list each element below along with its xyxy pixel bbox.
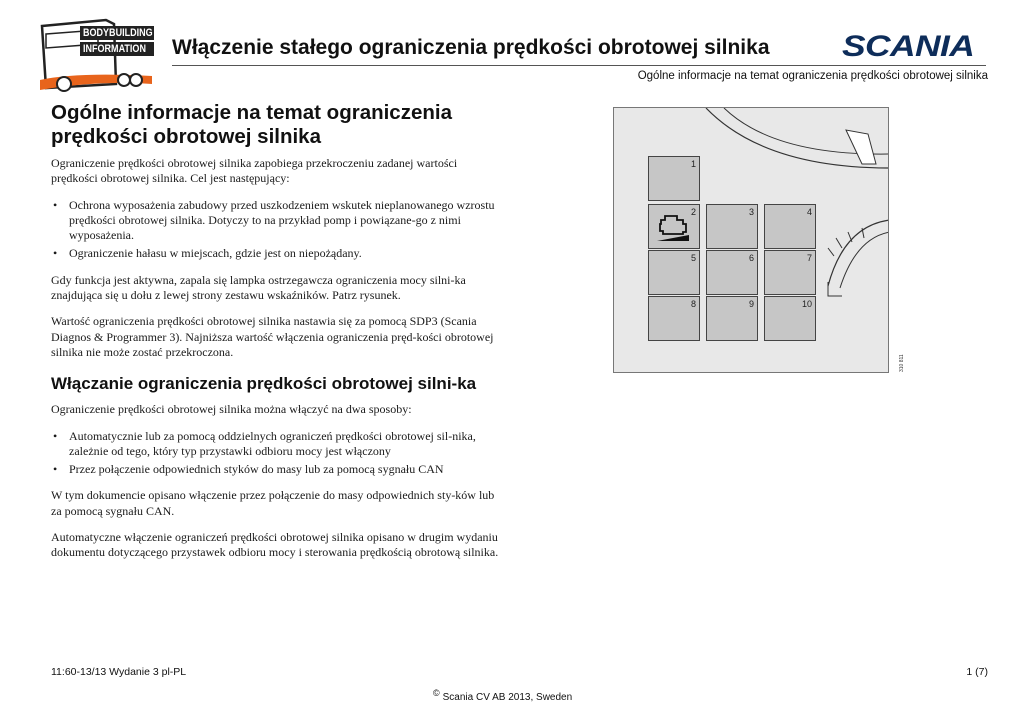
lamp-number: 7 xyxy=(806,253,812,263)
logo-text-line1: BODYBUILDING xyxy=(83,27,153,39)
footer-page-number: 1 (7) xyxy=(966,666,988,678)
copyright-symbol: © xyxy=(433,688,440,698)
instrument-cluster-figure xyxy=(613,107,889,373)
copyright-text: Scania CV AB 2013, Sweden xyxy=(442,692,573,703)
list-item: • Ochrona wyposażenia zabudowy przed uszkodzeniem wskutek nieplanowanego wzrostu prędkości obrotowej silnika. Dotyczy to na przykład pomp i powiązane-go z nimi wyposażenia. xyxy=(51,198,504,244)
warning-lamp-2 xyxy=(648,204,700,249)
list-item: • Ograniczenie hałasu w miejscach, gdzie jest on niepożądany. xyxy=(51,246,504,261)
section2-bullet-list xyxy=(51,429,504,478)
warning-lamp-6 xyxy=(706,250,758,295)
section1-paragraph-2: Gdy funkcja jest aktywna, zapala się lampka ostrzegawcza ograniczenia mocy silni-ka znajdująca się u dołu z lewej strony zestawu wskaźników. Patrz rysunek. xyxy=(51,272,466,303)
list-item: • Przez połączenie odpowiednich styków do masy lub za pomocą sygnału CAN xyxy=(51,462,504,477)
section2-heading: Włączanie ograniczenia prędkości obrotowej silni-ka xyxy=(51,374,477,394)
warning-lamp-1 xyxy=(648,156,700,201)
warning-lamp-10 xyxy=(764,296,816,341)
list-item: • Automatycznie lub za pomocą oddzielnych ograniczeń prędkości obrotowej sil-nika, zależnie od tego, który typ przystawki odbioru mocy jest włączony xyxy=(51,429,504,460)
document-title: Włączenie stałego ograniczenia prędkości obrotowej silnika xyxy=(172,36,770,59)
main-content xyxy=(51,101,504,572)
warning-lamp-4 xyxy=(764,204,816,249)
lamp-number: 4 xyxy=(806,207,812,217)
lamp-number: 2 xyxy=(690,207,696,217)
lamp-number: 1 xyxy=(690,159,696,169)
section1-intro: Ograniczenie prędkości obrotowej silnika zapobiega przekroczeniu zadanej wartości prędkości obrotowej silnika. Cel jest następujący: xyxy=(51,156,458,186)
logo-text-line2: INFORMATION xyxy=(83,43,146,55)
engine-power-limit-icon xyxy=(655,210,691,244)
lamp-number: 5 xyxy=(690,253,696,263)
section2-intro: Ograniczenie prędkości obrotowej silnika można włączyć na dwa sposoby: xyxy=(51,402,412,417)
section1-heading: Ogólne informacje na temat ograniczenia prędkości obrotowej silnika xyxy=(51,101,452,148)
warning-lamp-8 xyxy=(648,296,700,341)
section2-paragraph-2: W tym dokumencie opisano włączenie przez połączenie do masy odpowiednich sty-ków lub za pomocą sygnału CAN. xyxy=(51,488,495,518)
scania-logo: SCANIA xyxy=(842,30,975,63)
footer-copyright xyxy=(433,688,572,703)
lamp-number: 3 xyxy=(748,207,754,217)
lamp-number: 6 xyxy=(748,253,754,263)
warning-lamp-9 xyxy=(706,296,758,341)
header-divider xyxy=(172,65,986,66)
section1-bullet-list xyxy=(51,198,504,262)
bodybuilding-information-logo xyxy=(36,14,156,94)
figure-code: 310 811 xyxy=(899,354,905,372)
warning-lamp-7 xyxy=(764,250,816,295)
section2-paragraph-3: Automatyczne włączenie ograniczeń prędkości obrotowej silnika opisano w drugim wydaniu dokumentu dotyczącego przystawek odbioru mocy i sterowania prędkością obrotową silnika. xyxy=(51,530,499,560)
warning-lamp-3 xyxy=(706,204,758,249)
footer-document-reference: 11:60-13/13 Wydanie 3 pl-PL xyxy=(51,666,187,678)
section1-paragraph-3: Wartość ograniczenia prędkości obrotowej silnika nastawia się za pomocą SDP3 (Scania Diagnos & Programmer 3). Najniższa wartość włączenia ograniczenia pręd-kości obrotowej silnika nie może zostać przekroczona. xyxy=(51,314,494,359)
warning-lamp-5 xyxy=(648,250,700,295)
lamp-number: 9 xyxy=(748,299,754,309)
lamp-number: 10 xyxy=(801,299,812,309)
lamp-number: 8 xyxy=(690,299,696,309)
document-subtitle: Ogólne informacje na temat ograniczenia prędkości obrotowej silnika xyxy=(637,70,988,82)
